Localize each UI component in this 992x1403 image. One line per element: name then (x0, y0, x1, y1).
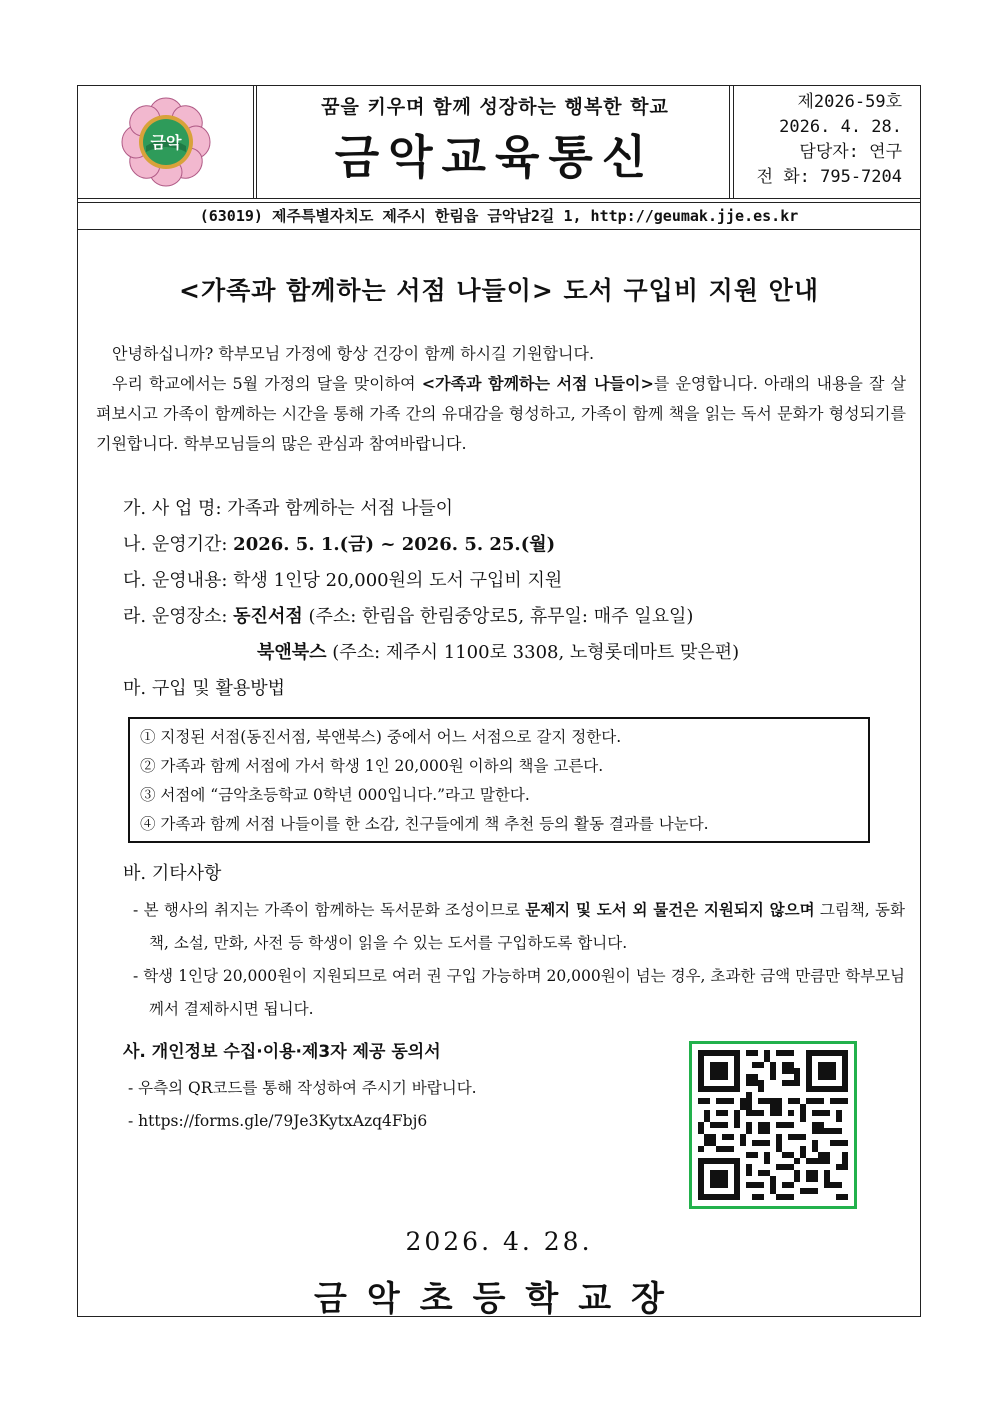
intro-paragraph (96, 339, 906, 459)
item-name (123, 491, 903, 527)
step-item: ④ 가족과 함께 서점 나들이를 한 소감, 친구들에게 책 추천 등의 활동 결과를 나눈다. (140, 815, 709, 833)
etc-item: - 학생 1인당 20,000원이 지원되므로 여러 권 구입 가능하며 20,000원이 넘는 경우, 초과한 금액 만큼만 학부모님께서 결제하시면 됩니다. (133, 967, 905, 1018)
newsletter-title: 금악교육통신 (334, 130, 656, 184)
newsletter-page (77, 85, 921, 1317)
etc-emphasis: 문제지 및 도서 외 물건은 지원되지 않으며 (525, 900, 815, 919)
document-title: <가족과 함께하는 서점 나들이> 도서 구입비 지원 안내 (179, 276, 819, 305)
school-address: (63019) 제주특별자치도 제주시 한림읍 금악남2길 1, http://geumak.jje.es.kr (199, 207, 799, 225)
item-value: 학생 1인당 20,000원의 도서 구입비 지원 (233, 570, 563, 591)
event-name: <가족과 함께하는 서점 나들이> (421, 374, 654, 393)
school-slogan: 꿈을 키우며 함께 성장하는 행복한 학교 (321, 96, 669, 118)
greeting: 안녕하십니까? 학부모님 가정에 항상 건강이 함께 하시길 기원합니다. (112, 344, 595, 363)
school-logo (78, 86, 253, 198)
step-item: ① 지정된 서점(동진서점, 북앤북스) 중에서 어느 서점으로 갈지 정한다. (140, 728, 622, 746)
step-item: ② 가족과 함께 서점에 가서 학생 1인 20,000원 이하의 책을 고른다. (140, 757, 604, 775)
item-content (123, 563, 903, 599)
store-detail: (주소: 제주시 1100로 3308, 노형롯데마트 맞은편) (326, 642, 740, 663)
qr-code-image (698, 1050, 848, 1200)
privacy-instructions (128, 1072, 477, 1138)
intro-text: 를 운영합니다. 아래의 내용을 잘 살펴보시고 가족이 함께하는 시간을 통해 가족 간의 유대감을 형성하고, 가족이 함께 책을 읽는 독서 문화가 형성되기를 기원합니다. 학부모님들의 많은 관심과 참여바랍니다. (96, 374, 907, 453)
newsletter-header (78, 86, 920, 199)
item-label: 라. 운영장소: (123, 606, 234, 627)
phone: 전 화: 795-7204 (756, 167, 902, 187)
item-label: 다. 운영내용: (123, 570, 234, 591)
etc-text: 그림책, 동화책, 소설, 만화, 사전 등 학생이 읽을 수 있는 도서를 구입하도록 합니다. (149, 901, 905, 952)
title-cell (257, 86, 733, 198)
issue-info-cell (734, 86, 920, 198)
item-value: 2026. 5. 1.(금) ~ 2026. 5. 25.(월) (233, 534, 556, 555)
item-place (123, 599, 903, 635)
item-value: 가족과 함께하는 서점 나들이 (227, 498, 454, 519)
step-item: ③ 서점에 “금악초등학교 0학년 000입니다.”라고 말한다. (140, 786, 530, 804)
item-place-2 (123, 635, 903, 671)
item-method: 마. 구입 및 활용방법 (123, 678, 285, 699)
item-label: 나. 운영기간: (123, 534, 234, 555)
etc-text: - 본 행사의 취지는 가족이 함께하는 독서문화 조성이므로 (133, 901, 526, 919)
manager: 담당자: 연구 (799, 142, 902, 162)
privacy-link[interactable]: - https://forms.gle/79Je3KytxAzq4Fbj6 (128, 1112, 428, 1130)
logo-text: 금악 (150, 133, 182, 152)
etc-list (133, 893, 905, 1026)
issue-number: 제2026-59호 (797, 92, 902, 112)
privacy-line: - 우측의 QR코드를 통해 작성하여 주시기 바랍니다. (128, 1079, 477, 1097)
privacy-heading: 사. 개인정보 수집·이용·제3자 제공 동의서 (123, 1042, 441, 1062)
program-details (123, 491, 903, 707)
purchase-steps-box (128, 717, 870, 843)
address-rule (78, 229, 920, 230)
school-logo-cell (78, 86, 254, 198)
principal-signature: 금악초등학교장 (314, 1279, 684, 1319)
item-period (123, 527, 903, 563)
store-name: 동진서점 (233, 606, 303, 627)
issue-date: 2026. 4. 28. (779, 117, 902, 137)
store-detail: (주소: 한림읍 한림중앙로5, 휴무일: 매주 일요일) (302, 606, 694, 627)
item-label: 가. 사 업 명: (123, 498, 228, 519)
qr-code[interactable] (689, 1041, 857, 1209)
intro-body (96, 369, 906, 459)
store-name: 북앤북스 (257, 642, 327, 663)
issue-footer-date: 2026. 4. 28. (405, 1227, 593, 1256)
etc-heading: 바. 기타사항 (123, 863, 222, 884)
etc-item (133, 893, 905, 960)
intro-text: 우리 학교에서는 5월 가정의 달을 맞이하여 (112, 374, 422, 393)
